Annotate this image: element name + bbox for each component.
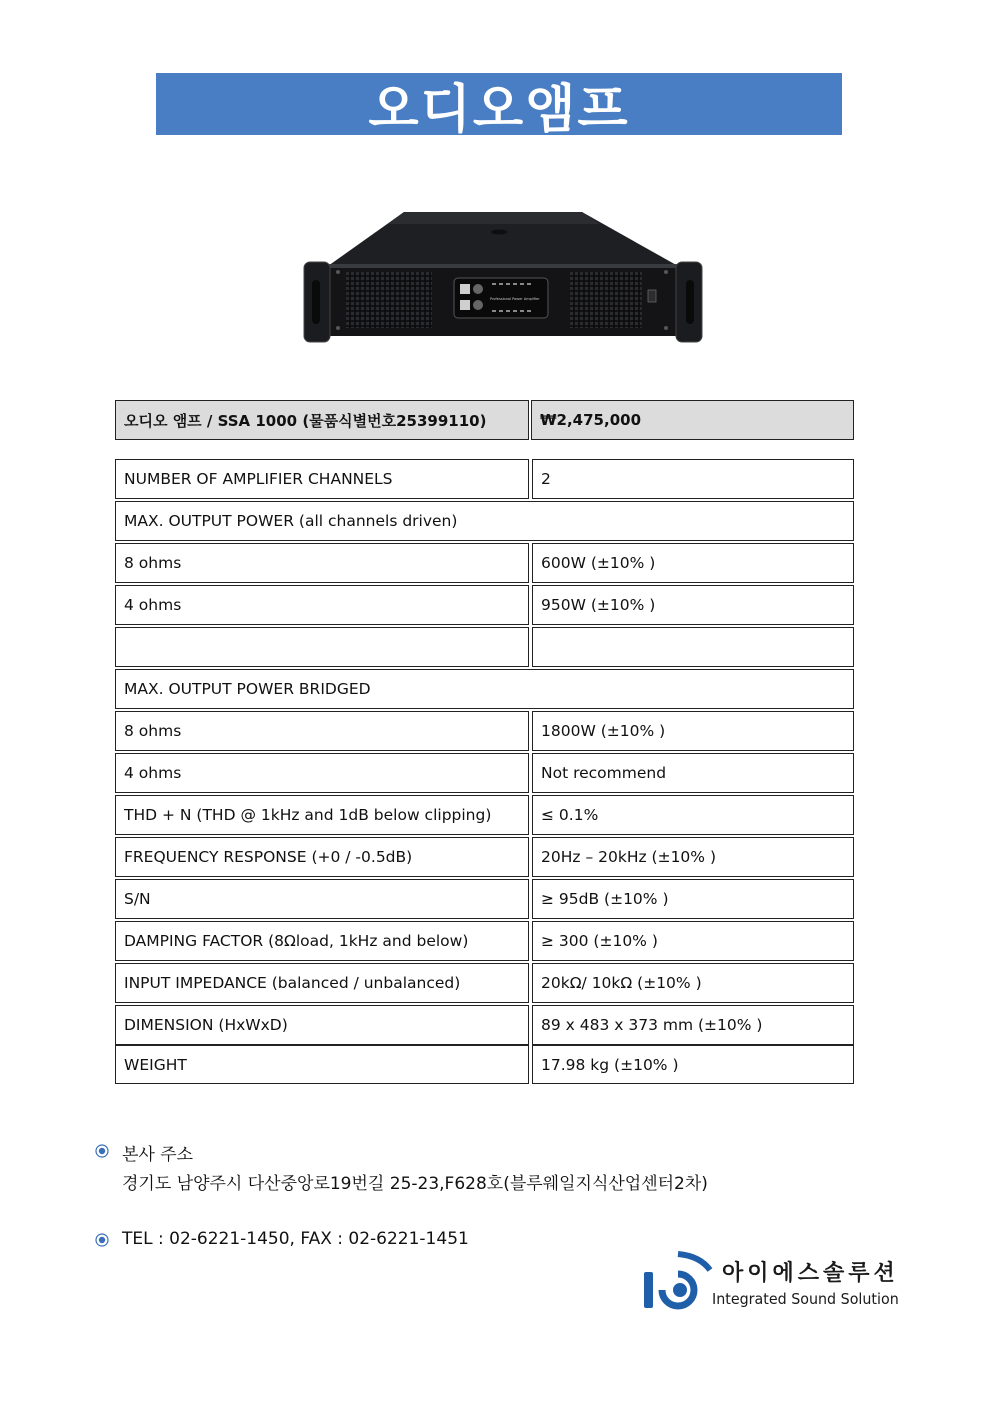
spec-label: 4 ohms xyxy=(124,596,182,614)
spec-value-cell xyxy=(532,543,854,583)
spec-label: S/N xyxy=(124,890,151,908)
spec-label: 4 ohms xyxy=(124,764,182,782)
spec-label: NUMBER OF AMPLIFIER CHANNELS xyxy=(124,470,393,488)
spec-label: MAX. OUTPUT POWER BRIDGED xyxy=(124,680,371,698)
spec-value: ≥ 300 (±10% ) xyxy=(541,932,658,950)
spec-section-header xyxy=(115,669,854,709)
spec-value-cell xyxy=(532,627,854,667)
spec-label-cell xyxy=(115,837,529,877)
spec-value-cell xyxy=(532,459,854,499)
spec-value-cell xyxy=(532,585,854,625)
spec-value-cell xyxy=(532,837,854,877)
product-name-cell xyxy=(115,400,529,440)
spec-label-cell xyxy=(115,795,529,835)
hq-label: 본사 주소 xyxy=(122,1145,194,1165)
spec-label: DAMPING FACTOR (8Ωload, 1kHz and below) xyxy=(124,932,469,950)
spec-label: WEIGHT xyxy=(124,1055,187,1074)
bullet-icon xyxy=(95,1233,109,1247)
product-name: 오디오 앰프 / SSA 1000 (물품식별번호25399110) xyxy=(124,411,487,430)
spec-value-cell xyxy=(532,1005,854,1045)
spec-value-cell xyxy=(532,921,854,961)
spec-value: 600W (±10% ) xyxy=(541,554,656,572)
spec-label-cell xyxy=(115,963,529,1003)
spec-label: 8 ohms xyxy=(124,554,182,572)
spec-value: 20kΩ/ 10kΩ (±10% ) xyxy=(541,974,702,992)
spec-value: 2 xyxy=(541,470,551,488)
logo-korean-name: 아이에스솔루션 xyxy=(722,1261,899,1286)
product-price: ₩2,475,000 xyxy=(540,411,642,429)
spec-label-cell xyxy=(115,879,529,919)
spec-value-cell xyxy=(532,795,854,835)
spec-value: ≥ 95dB (±10% ) xyxy=(541,890,669,908)
spec-value: 1800W (±10% ) xyxy=(541,722,666,740)
title-banner xyxy=(156,73,842,140)
front-panel-label: Professional Power Amplifier xyxy=(490,297,540,301)
product-price-cell xyxy=(531,400,854,440)
spec-section-header xyxy=(115,501,854,541)
spec-label: DIMENSION (HxWxD) xyxy=(124,1016,288,1034)
amplifier-image xyxy=(300,200,705,348)
spec-label-cell xyxy=(115,459,529,499)
spec-label: THD + N (THD @ 1kHz and 1dB below clipping) xyxy=(124,806,492,824)
spec-label: INPUT IMPEDANCE (balanced / unbalanced) xyxy=(124,974,461,992)
spec-value: ≤ 0.1% xyxy=(541,806,599,824)
spec-label: FREQUENCY RESPONSE (+0 / -0.5dB) xyxy=(124,848,413,866)
spec-label-cell xyxy=(115,711,529,751)
spec-value-cell xyxy=(532,711,854,751)
spec-value-cell xyxy=(532,879,854,919)
spec-label-cell xyxy=(115,627,529,667)
spec-label-cell xyxy=(115,753,529,793)
spec-value: Not recommend xyxy=(541,764,667,782)
spec-value: 20Hz – 20kHz (±10% ) xyxy=(541,848,716,866)
spec-value-cell xyxy=(532,1045,854,1084)
spec-label: 8 ohms xyxy=(124,722,182,740)
logo-english-name: Integrated Sound Solution xyxy=(712,1290,899,1308)
spec-label-cell xyxy=(115,921,529,961)
spec-value-cell xyxy=(532,963,854,1003)
spec-value: 950W (±10% ) xyxy=(541,596,656,614)
page-title: 오디오앰프 xyxy=(368,79,630,140)
phone-fax: TEL : 02-6221-1450, FAX : 02-6221-1451 xyxy=(122,1229,469,1249)
spec-value-cell xyxy=(532,753,854,793)
spec-label-cell xyxy=(115,1005,529,1045)
spec-label: MAX. OUTPUT POWER (all channels driven) xyxy=(124,512,458,530)
spec-label-cell xyxy=(115,1045,529,1084)
bullet-icon xyxy=(95,1144,109,1158)
hq-address: 경기도 남양주시 다산중앙로19번길 25-23,F628호(블루웨일지식산업센터2차) xyxy=(122,1174,708,1194)
spec-value: 89 x 483 x 373 mm (±10% ) xyxy=(541,1016,763,1034)
spec-value: 17.98 kg (±10% ) xyxy=(541,1055,679,1074)
spec-label-cell xyxy=(115,585,529,625)
spec-label-cell xyxy=(115,543,529,583)
